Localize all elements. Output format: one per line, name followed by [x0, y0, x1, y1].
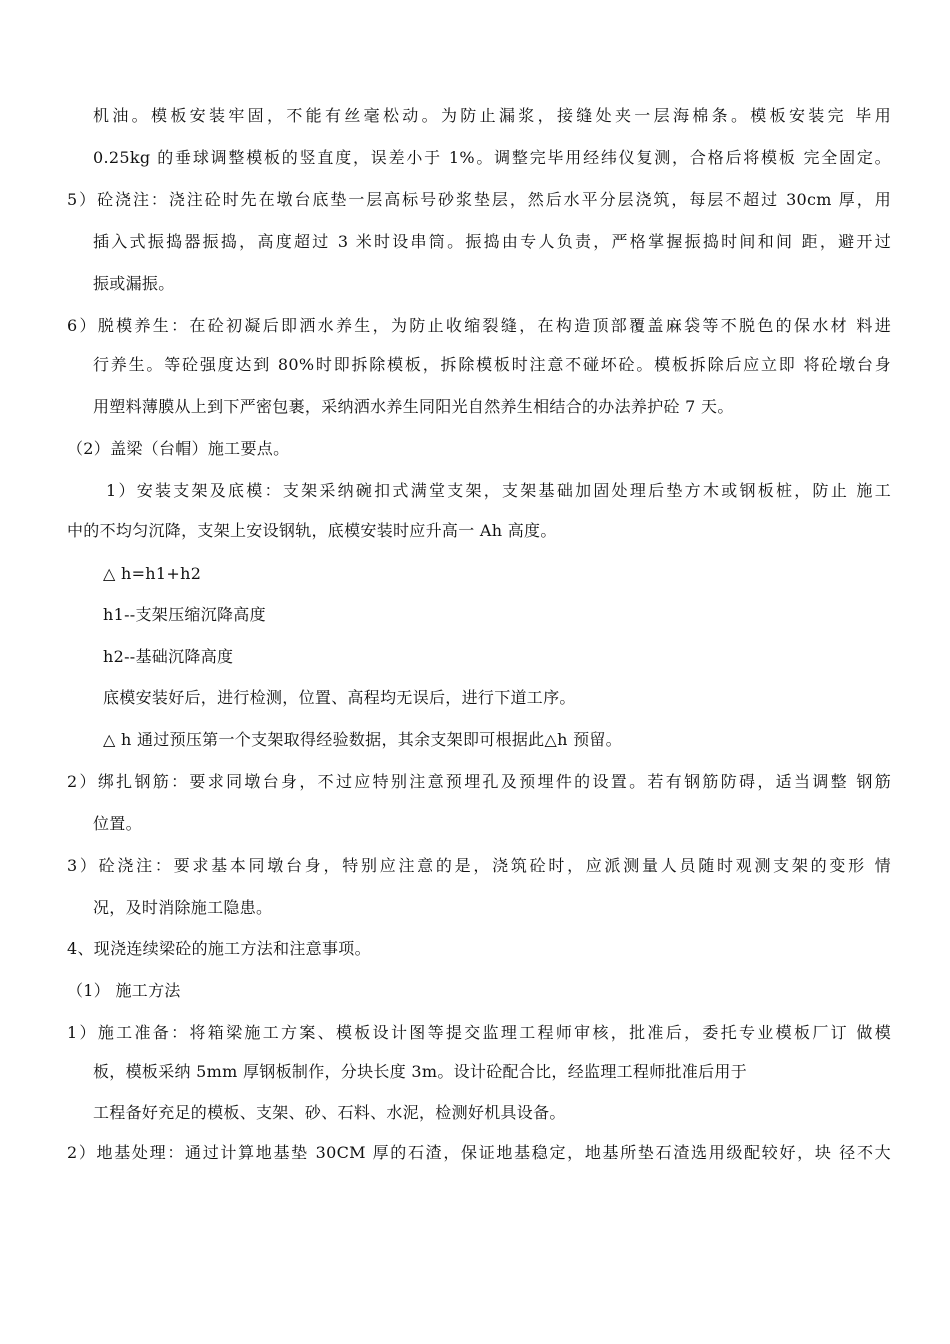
text-line: 板，模板采纳 5mm 厚钢板制作，分块长度 3m。设计砼配合比，经监理工程师批准后用于: [93, 1062, 748, 1081]
text-line: 6）脱模养生：在砼初凝后即洒水养生，为防止收缩裂缝，在构造顶部覆盖麻袋等不脱色的保水材 料进: [67, 316, 891, 335]
text-line: △ h 通过预压第一个支架取得经验数据，其余支架即可根据此△h 预留。: [103, 730, 622, 749]
text-line: 中的不均匀沉降，支架上安设钢轨，底模安装时应升高一 Ah 高度。: [67, 521, 557, 540]
text-line: 2）地基处理：通过计算地基垫 30CM 厚的石渣，保证地基稳定，地基所垫石渣选用级配较好，块 径不大: [67, 1143, 891, 1162]
text-line: 况，及时消除施工隐患。: [93, 898, 273, 917]
formula-line: h1--支架压缩沉降高度: [103, 605, 266, 624]
text-line: 行养生。等砼强度达到 80%时即拆除模板，拆除模板时注意不碰坏砼。模板拆除后应立即 将砼墩台身: [93, 355, 891, 374]
text-line: 工程备好充足的模板、支架、砂、石料、水泥，检测好机具设备。: [93, 1103, 566, 1122]
text-line: 插入式振捣器振捣，高度超过 3 米时设串筒。振捣由专人负责，严格掌握振捣时间和间 距，避开过: [93, 232, 891, 251]
section-heading: 4、现浇连续梁砼的施工方法和注意事项。: [67, 939, 371, 958]
text-line: 底模安装好后，进行检测，位置、高程均无误后，进行下道工序。: [103, 688, 576, 707]
section-heading: （1） 施工方法: [67, 981, 181, 1000]
text-line: 5）砼浇注：浇注砼时先在墩台底垫一层高标号砂浆垫层，然后水平分层浇筑，每层不超过 30cm 厚，用: [67, 190, 891, 209]
text-line: 1）施工准备：将箱梁施工方案、模板设计图等提交监理工程师审核，批准后，委托专业模板厂订 做模: [67, 1023, 891, 1042]
formula-line: △ h=h1+h2: [103, 564, 202, 583]
text-line: 3）砼浇注：要求基本同墩台身，特别应注意的是，浇筑砼时，应派测量人员随时观测支架的变形 情: [67, 856, 891, 875]
section-heading: （2）盖梁（台帽）施工要点。: [67, 439, 290, 458]
text-line: 振或漏振。: [93, 274, 175, 293]
text-line: 机油。模板安装牢固，不能有丝毫松动。为防止漏浆，接缝处夹一层海棉条。模板安装完 毕用: [93, 106, 891, 125]
formula-line: h2--基础沉降高度: [103, 647, 234, 666]
text-line: 0.25kg 的垂球调整模板的竖直度，误差小于 1%。调整完毕用经纬仪复测，合格后将模板 完全固定。: [93, 148, 891, 167]
text-line: 位置。: [93, 814, 142, 833]
text-line: 2）绑扎钢筋：要求同墩台身，不过应特别注意预埋孔及预埋件的设置。若有钢筋防碍，适当调整 钢筋: [67, 772, 891, 791]
text-line: 用塑料薄膜从上到下严密包裹，采纳洒水养生同阳光自然养生相结合的办法养护砼 7 天。: [93, 397, 734, 416]
text-line: 1）安装支架及底模：支架采纳碗扣式满堂支架，支架基础加固处理后垫方木或钢板桩，防止 施工: [106, 481, 891, 500]
